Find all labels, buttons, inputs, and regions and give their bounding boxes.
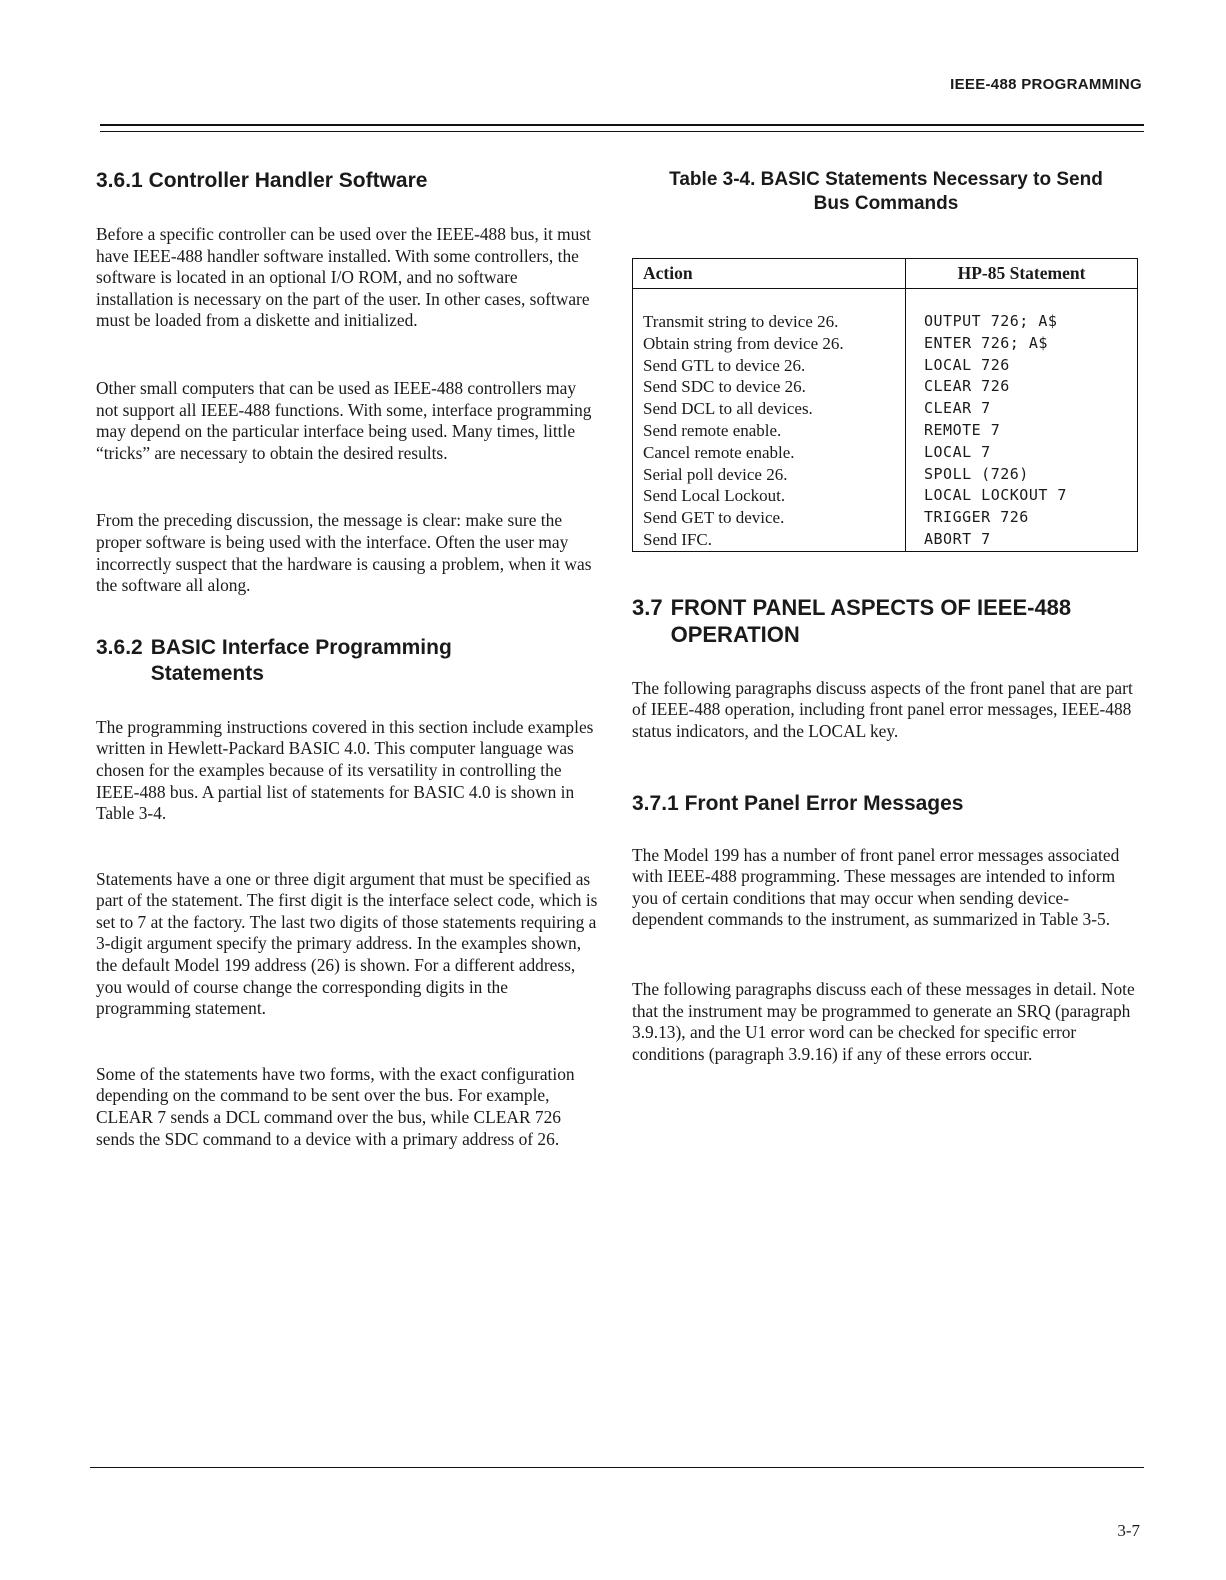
table-caption-line: Bus Commands	[813, 193, 959, 214]
statement-cell: SPOLL (726)	[906, 464, 1138, 486]
statement-cell: ENTER 726; A$	[906, 333, 1138, 355]
action-cell: Obtain string from device 26.	[633, 333, 906, 355]
header-rule	[100, 124, 1144, 132]
page-number: 3-7	[1117, 1521, 1140, 1540]
statement-cell: ABORT 7	[906, 529, 1138, 551]
section-title: FRONT PANEL ASPECTS OF IEEE-488 OPERATION	[670, 594, 1072, 647]
heading-3-7	[632, 594, 1140, 648]
heading-3-6-1	[96, 168, 598, 194]
paragraph: Other small computers that can be used as IEEE-488 controllers may not support all IEEE-488 functions. With some, interface programming may depend on the particular interface being used. Many times, little “tricks” are necessary to obtain the desired results.	[96, 377, 592, 463]
bus-commands-table	[632, 258, 1138, 552]
table-row	[633, 529, 1138, 551]
table-header-row	[633, 259, 1138, 289]
section-title: Controller Handler Software	[148, 169, 428, 192]
table-spacer-row	[633, 289, 1138, 312]
table-row	[633, 420, 1138, 442]
table-row	[633, 442, 1138, 464]
table-row	[633, 311, 1138, 333]
heading-3-6-2	[96, 635, 598, 687]
paragraph: The Model 199 has a number of front panel error messages associated with IEEE-488 programming. These messages are intended to inform you of certain conditions that may occur when sending device-dependent commands to the instrument, as summarized in Table 3-5.	[632, 844, 1120, 930]
table-caption	[632, 168, 1140, 216]
action-cell: Send SDC to device 26.	[633, 376, 906, 398]
section-number: 3.6.2	[96, 635, 143, 659]
heading-3-7-1	[632, 791, 1140, 817]
table-row	[633, 355, 1138, 377]
section-number: 3.6.1	[96, 169, 143, 192]
action-cell: Serial poll device 26.	[633, 464, 906, 486]
left-column	[96, 168, 598, 1150]
table-row	[633, 398, 1138, 420]
statement-cell: REMOTE 7	[906, 420, 1138, 442]
paragraph: The following paragraphs discuss aspects of the front panel that are part of IEEE-488 operation, including front panel error messages, IEEE-488 status indicators, and the LOCAL key.	[632, 677, 1133, 741]
right-column	[632, 168, 1140, 1065]
action-cell: Send Local Lockout.	[633, 485, 906, 507]
table-caption-line: Table 3-4. BASIC Statements Necessary to Send	[669, 169, 1103, 190]
action-cell: Transmit string to device 26.	[633, 311, 906, 333]
statement-cell: LOCAL 7	[906, 442, 1138, 464]
paragraph: The following paragraphs discuss each of these messages in detail. Note that the instrument may be programmed to generate an SRQ (paragraph 3.9.13), and the U1 error word can be checked for specific error conditions (paragraph 3.9.16) if any of these errors occur.	[632, 978, 1135, 1064]
column-header-action: Action	[633, 259, 906, 289]
statement-cell: LOCAL 726	[906, 355, 1138, 377]
paragraph: Some of the statements have two forms, with the exact configuration depending on the command to be sent over the bus. For example, CLEAR 7 sends a DCL command over the bus, while CLEAR 726 sends the SDC command to a device with a primary address of 26.	[96, 1063, 575, 1149]
table-row	[633, 485, 1138, 507]
action-cell: Cancel remote enable.	[633, 442, 906, 464]
statement-cell: CLEAR 7	[906, 398, 1138, 420]
table-row	[633, 507, 1138, 529]
action-cell: Send IFC.	[633, 529, 906, 551]
paragraph: From the preceding discussion, the message is clear: make sure the proper software is being used with the interface. Often the user may incorrectly suspect that the hardware is causing a problem, when it was the software all along.	[96, 510, 592, 596]
action-cell: Send GTL to device 26.	[633, 355, 906, 377]
column-header-statement: HP-85 Statement	[906, 259, 1138, 289]
table-row	[633, 333, 1138, 355]
statement-cell: OUTPUT 726; A$	[906, 311, 1138, 333]
action-cell: Send GET to device.	[633, 507, 906, 529]
action-cell: Send DCL to all devices.	[633, 398, 906, 420]
section-number: 3.7.1	[632, 791, 679, 815]
table-row	[633, 464, 1138, 486]
section-number: 3.7	[632, 594, 663, 620]
section-title: BASIC Interface Programming Statements	[150, 635, 452, 685]
statement-cell: LOCAL LOCKOUT 7	[906, 485, 1138, 507]
paragraph: Statements have a one or three digit argument that must be specified as part of the statement. The first digit is the interface select code, which is set to 7 at the factory. The last two digits of those statements requiring a 3-digit argument specify the primary address. In the examples shown, the default Model 199 address (26) is shown. For a different address, you would of course change the corresponding digits in the programming statement.	[96, 868, 598, 1019]
statement-cell: TRIGGER 726	[906, 507, 1138, 529]
statement-cell: CLEAR 726	[906, 376, 1138, 398]
section-title: Front Panel Error Messages	[684, 791, 964, 815]
footer-rule	[90, 1467, 1144, 1468]
paragraph: The programming instructions covered in this section include examples written in Hewlett-Packard BASIC 4.0. This computer language was chosen for the examples because of its versatility in controlling the IEEE-488 bus. A partial list of statements for BASIC 4.0 is shown in Table 3-4.	[96, 716, 594, 824]
running-header: IEEE-488 PROGRAMMING	[950, 76, 1142, 93]
action-cell: Send remote enable.	[633, 420, 906, 442]
table-row	[633, 376, 1138, 398]
paragraph: Before a specific controller can be used over the IEEE-488 bus, it must have IEEE-488 handler software installed. With some controllers, the software is located in an optional I/O ROM, and no software installation is necessary on the part of the user. In other cases, software must be loaded from a diskette and initialized.	[96, 224, 591, 331]
